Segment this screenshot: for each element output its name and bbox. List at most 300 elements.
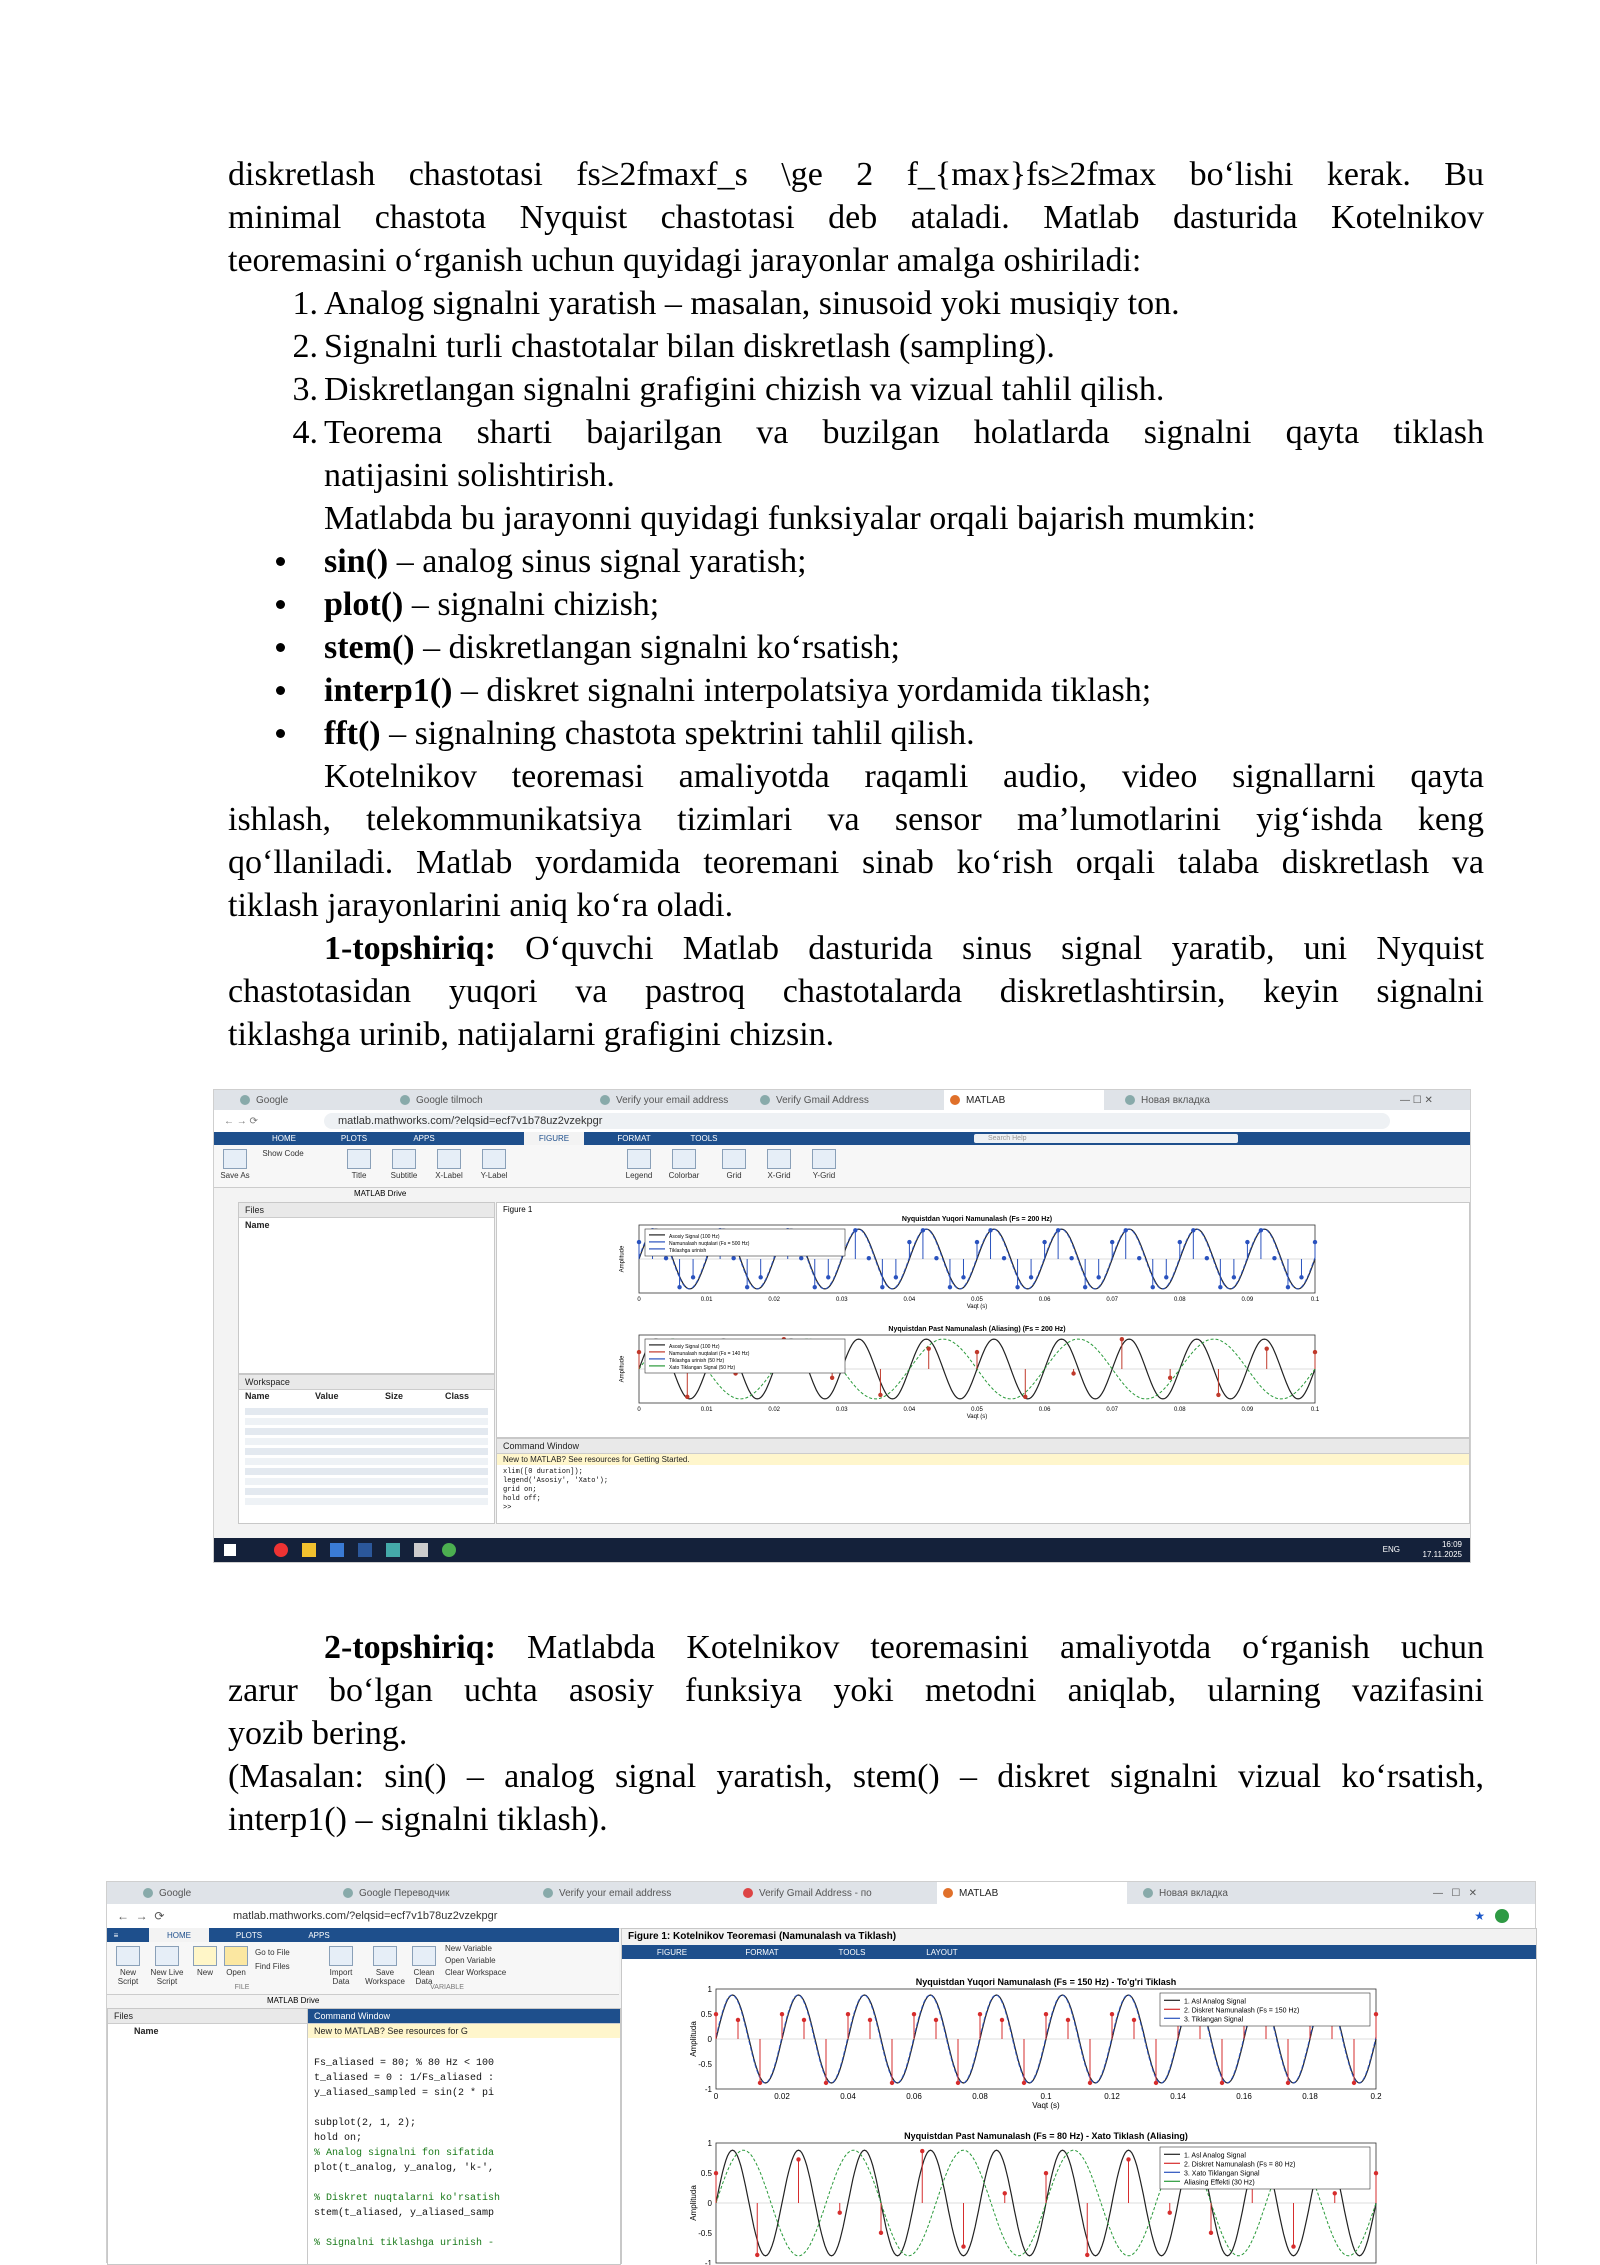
browser-tab-matlab[interactable]: MATLAB — [944, 1090, 1104, 1110]
sample-point — [1286, 1285, 1290, 1289]
bookmark-star-icon[interactable]: ★ — [1474, 1909, 1485, 1923]
browser-tab[interactable]: Google — [137, 1882, 317, 1904]
cmd-notice: New to MATLAB? See resources for G — [308, 2024, 620, 2038]
legend-entry: 3. Tiklangan Signal — [1184, 2016, 1244, 2024]
save-icon — [373, 1946, 397, 1966]
list-item — [324, 540, 1484, 583]
text-line: diskretlash chastotasi fs≥2fmaxf_s \ge 2 f_{max}fs≥2fmax bo‘lishi kerak. Bu — [228, 156, 1484, 193]
browser-tab[interactable]: Verify Gmail Address — [754, 1090, 904, 1110]
sample-point — [731, 1256, 735, 1260]
panel-title: Command Window — [497, 1439, 1469, 1454]
save-workspace-button[interactable]: Save Workspace — [363, 1946, 407, 1986]
y-axis-label: Amplitude — [619, 1355, 626, 1383]
tick-label: 0 — [707, 2199, 712, 2208]
grid-button[interactable]: Grid — [714, 1149, 754, 1180]
workspace-panel — [238, 1374, 495, 1524]
figure-tab[interactable]: TOOLS — [838, 1947, 866, 1957]
sample-point — [1002, 1256, 1006, 1260]
grid-icon — [722, 1149, 746, 1169]
figure-title: Figure 1: Kotelnikov Teoremasi (Namunalash va Tiklash) — [622, 1929, 1536, 1945]
favicon-icon — [1143, 1888, 1153, 1898]
figure-window — [621, 1928, 1537, 2264]
title-icon — [347, 1149, 371, 1169]
figure-tab[interactable]: FIGURE — [656, 1947, 688, 1957]
cmd-code[interactable]: Fs_aliased = 80; % 80 Hz < 100 t_aliased = 0 : 1/Fs_aliased : y_aliased_sampled = sin(2 * pi subplot(2, 1, 2); hold on; % Analog signalni fon sifatida plot(t_analog, y_analog, 'k-', % Diskret nuqtalarni ko'rsatish stem(t_aliased, y_aliased_samp % Signalni tiklashga urinish - — [314, 2058, 501, 2249]
browser-tab[interactable]: Google Переводчик — [337, 1882, 517, 1904]
toolstrip — [107, 1942, 619, 1995]
paragraph-application — [228, 755, 1484, 927]
legend-entry: 2. Diskret Namunalash (Fs = 80 Hz) — [1184, 2161, 1296, 2169]
x-axis-label: Vaqt (s) — [966, 1414, 988, 1420]
search-help-input[interactable]: Search Help — [974, 1134, 1238, 1143]
url-field[interactable]: matlab.mathworks.com/?elqsid=ecf7v1b78uz2vzekpgr — [219, 1907, 1425, 1925]
sample-point — [1110, 2012, 1114, 2016]
xgrid-button[interactable]: X-Grid — [759, 1149, 799, 1180]
browser-tab[interactable]: Новая вкладка — [1119, 1090, 1259, 1110]
sample-point — [1291, 2244, 1295, 2248]
sample-point — [1110, 1240, 1114, 1244]
url-field[interactable]: matlab.mathworks.com/?elqsid=ecf7v1b78uz2vzekpgr — [324, 1113, 1390, 1129]
task-2-label: 2-topshiriq: — [324, 1629, 496, 1666]
sample-point — [1191, 1228, 1195, 1232]
ribbon-tab[interactable]: APPS — [308, 1930, 330, 1940]
sample-point — [1120, 1337, 1124, 1341]
subplot-2 — [620, 1326, 1320, 1420]
tick-label: 0.1 — [1310, 1297, 1320, 1303]
xlabel-button[interactable]: X-Label — [429, 1149, 469, 1180]
tick-label: 1 — [707, 1985, 712, 1994]
cmd-code[interactable]: xlim([0 duration]); legend('Asosiy', 'Xato'); grid on; hold off; >> — [503, 1468, 609, 1512]
sample-point — [637, 1240, 641, 1244]
list-number: 1. — [292, 285, 318, 322]
plot-title: Nyquistdan Yuqori Namunalash (Fs = 150 Hz) - To'g'ri Tiklash — [915, 1977, 1177, 1987]
tick-label: 0.03 — [835, 1297, 848, 1303]
sample-point — [1023, 1395, 1027, 1399]
sample-point — [1069, 1256, 1073, 1260]
word-icon[interactable] — [358, 1543, 372, 1557]
sample-point — [894, 1275, 898, 1279]
bullet-icon — [276, 643, 285, 652]
new-script-button[interactable]: New Script — [111, 1946, 145, 1986]
function-name: plot() — [324, 586, 404, 623]
sample-point — [826, 1275, 830, 1279]
sample-point — [1374, 2171, 1378, 2175]
sample-point — [813, 1285, 817, 1289]
tick-label: 0.07 — [1106, 1297, 1119, 1303]
sample-point — [912, 2012, 916, 2016]
functions-list — [228, 540, 1484, 755]
subtitle-icon — [392, 1149, 416, 1169]
nav-buttons[interactable]: ← → ⟳ — [224, 1115, 258, 1127]
sample-point — [1218, 1285, 1222, 1289]
panel-title: Workspace — [239, 1375, 494, 1390]
sample-point — [1124, 1228, 1128, 1232]
sample-point — [879, 2231, 883, 2235]
bullet-icon — [276, 729, 285, 738]
sample-point — [1352, 2081, 1356, 2085]
ribbon-tab-figure[interactable]: FIGURE — [524, 1132, 584, 1145]
sample-point — [988, 1228, 992, 1232]
browser-tab-bar — [107, 1882, 1535, 1904]
clear-workspace-button[interactable]: Clear Workspace — [445, 1968, 507, 1977]
files-panel — [238, 1202, 495, 1374]
tick-label: 0.08 — [1173, 1407, 1186, 1413]
sample-point — [1245, 1240, 1249, 1244]
matlab-screenshot-2 — [106, 1881, 1536, 2263]
gmail-icon — [743, 1888, 753, 1898]
legend-entry: Namunalash nuqtalari (Fs = 500 Hz) — [669, 1240, 750, 1247]
app-icon[interactable] — [274, 1543, 288, 1557]
tick-label: 0.14 — [1170, 2092, 1186, 2101]
tick-label: 0.09 — [1241, 1407, 1254, 1413]
task-1-label: 1-topshiriq: — [324, 930, 496, 967]
sample-point — [1209, 2231, 1213, 2235]
list-text: Analog signalni yaratish – masalan, sinusoid yoki musiqiy ton. — [324, 285, 1180, 322]
sample-point — [824, 2081, 828, 2085]
sample-point — [1029, 1275, 1033, 1279]
sample-point — [1083, 1285, 1087, 1289]
window-controls[interactable]: — ☐ ✕ — [1400, 1094, 1433, 1106]
sample-point — [758, 1275, 762, 1279]
text-line: (Masalan: sin() – analog signal yaratish, stem() – diskret signalni vizual ko‘rsatish, — [228, 1758, 1484, 1795]
ribbon-tab[interactable]: APPS — [413, 1134, 435, 1143]
sample-point — [1066, 2018, 1070, 2022]
sample-point — [1003, 2191, 1007, 2195]
function-desc: – analog sinus signal yaratish; — [388, 543, 807, 580]
tick-label: 0 — [707, 2035, 712, 2044]
command-window — [307, 2008, 621, 2265]
tick-label: 0.05 — [971, 1407, 983, 1413]
go-to-file-button[interactable]: Go to File — [255, 1948, 290, 1957]
y-axis-label: Amplituda — [689, 2021, 699, 2057]
colorbar-icon — [672, 1149, 696, 1169]
import-data-button[interactable]: Import Data — [323, 1946, 359, 1986]
list-item — [292, 325, 1484, 368]
find-files-button[interactable]: Find Files — [255, 1962, 290, 1971]
sample-point — [1313, 1240, 1317, 1244]
list-item — [292, 411, 1484, 497]
sample-point — [846, 2012, 850, 2016]
tick-label: 0.01 — [700, 1407, 713, 1413]
nav-buttons[interactable]: ← → ⟳ — [117, 1909, 165, 1923]
tick-label: 0.01 — [700, 1297, 713, 1303]
sample-point — [1044, 2171, 1048, 2175]
list-item — [292, 368, 1484, 411]
column-header: Name — [245, 1220, 270, 1230]
list-number: 3. — [292, 371, 318, 408]
list-number: 4. — [292, 414, 318, 451]
ribbon-tab[interactable]: HOME — [272, 1134, 296, 1143]
ylabel-icon — [482, 1149, 506, 1169]
sample-point — [1022, 2081, 1026, 2085]
list-text: Teorema sharti bajarilgan va buzilgan holatlarda signalni qayta tiklash — [324, 414, 1484, 451]
sample-point — [1056, 1228, 1060, 1232]
figure-tab[interactable]: LAYOUT — [926, 1947, 958, 1957]
sample-point — [1000, 2018, 1004, 2022]
text-line: tiklash jarayonlarini aniq ko‘ra oladi. — [228, 887, 734, 924]
sample-point — [1265, 1346, 1269, 1350]
function-name: fft() — [324, 715, 381, 752]
list-item — [324, 712, 1484, 755]
function-desc: – diskretlangan signalni ko‘rsatish; — [414, 629, 900, 666]
browser-tab[interactable]: Новая вкладка — [1137, 1882, 1317, 1904]
text-line: yozib bering. — [228, 1715, 408, 1752]
new-variable-button[interactable]: New Variable — [445, 1944, 492, 1953]
clean-icon — [412, 1946, 436, 1966]
sample-point — [927, 1346, 931, 1350]
tick-label: 0.06 — [906, 2092, 922, 2101]
cmd-notice: New to MATLAB? See resources for Getting Started. — [497, 1454, 1469, 1465]
y-axis-label: Amplituda — [689, 2185, 699, 2221]
tick-label: 0 — [637, 1297, 641, 1303]
matlab-icon — [950, 1095, 960, 1105]
function-name: sin() — [324, 543, 389, 580]
sample-point — [1154, 2081, 1158, 2085]
sample-point — [1044, 2012, 1048, 2016]
sample-point — [745, 1285, 749, 1289]
steps-list — [228, 282, 1484, 755]
function-desc: – signalni chizish; — [403, 586, 660, 623]
sample-point — [1220, 2081, 1224, 2085]
new-button[interactable]: New — [191, 1946, 219, 1977]
text-line: tiklashga urinib, natijalarni grafigini chizsin. — [228, 1016, 835, 1053]
sample-point — [1168, 2211, 1172, 2215]
sample-point — [948, 1285, 952, 1289]
favicon-icon — [343, 1888, 353, 1898]
sample-point — [1126, 2157, 1130, 2161]
list-item — [324, 583, 1484, 626]
legend-button[interactable]: Legend — [619, 1149, 659, 1180]
favicon-icon — [543, 1888, 553, 1898]
tick-label: -0.5 — [698, 2060, 712, 2069]
taskbar-apps — [274, 1543, 634, 1557]
sample-point — [755, 2253, 759, 2257]
tick-label: 0 — [637, 1407, 641, 1413]
ribbon-tab[interactable]: TOOLS — [690, 1134, 718, 1143]
tick-label: 0.16 — [1236, 2092, 1252, 2101]
open-variable-button[interactable]: Open Variable — [445, 1956, 496, 1965]
sample-point — [961, 2244, 965, 2248]
ribbon-tab[interactable]: PLOTS — [235, 1930, 263, 1940]
breadcrumb: MATLAB Drive — [354, 1189, 407, 1198]
command-window — [496, 1438, 1470, 1524]
clean-data-button[interactable]: Clean Data — [409, 1946, 439, 1986]
list-text: natijasini solishtirish. — [324, 457, 615, 494]
menu-icon[interactable]: ≡ — [113, 1930, 119, 1940]
bullet-icon — [276, 686, 285, 695]
tick-label: 0.08 — [972, 2092, 988, 2101]
ribbon-tabs — [214, 1132, 1470, 1145]
figure-plots — [497, 1203, 1469, 1437]
sample-point — [1096, 1275, 1100, 1279]
plot-title: Nyquistdan Yuqori Namunalash (Fs = 200 Hz) — [901, 1216, 1053, 1223]
y-axis-label: Amplitude — [619, 1245, 626, 1273]
workspace-rows — [239, 1402, 494, 1511]
ribbon-tab[interactable]: FORMAT — [617, 1134, 651, 1143]
browser-tab[interactable]: Verify your email address — [594, 1090, 744, 1110]
legend-entry: Namunalash nuqtalari (Fs = 140 Hz) — [669, 1350, 750, 1357]
legend-entry: Asosiy Signal (100 Hz) — [669, 1233, 720, 1240]
sample-point — [664, 1256, 668, 1260]
sample-point — [1299, 1275, 1303, 1279]
favicon-icon — [400, 1095, 410, 1105]
xlabel-icon — [437, 1149, 461, 1169]
sample-point — [685, 1395, 689, 1399]
app-icon[interactable] — [386, 1543, 400, 1557]
tick-label: -1 — [704, 2085, 712, 2094]
text-line: ishlash, telekommunikatsiya tizimlari va sensor ma’lumotlarini yig‘ishda keng — [228, 801, 1484, 838]
function-name: stem() — [324, 629, 415, 666]
sample-point — [1178, 1240, 1182, 1244]
sample-point — [1085, 2253, 1089, 2257]
section-label: VARIABLE — [430, 1984, 464, 1991]
favicon-icon — [240, 1095, 250, 1105]
grid-icon — [812, 1149, 836, 1169]
sample-point — [934, 2018, 938, 2022]
tick-label: 0.05 — [971, 1297, 983, 1303]
browser-tab[interactable]: Verify your email address — [537, 1882, 717, 1904]
figure-tab[interactable]: FORMAT — [745, 1947, 779, 1957]
windows-start-icon[interactable] — [224, 1544, 236, 1556]
figure-plots — [622, 1959, 1536, 2264]
ribbon-tab[interactable]: PLOTS — [340, 1134, 368, 1143]
section-label: FILE — [234, 1984, 250, 1991]
files-panel — [107, 2008, 309, 2265]
legend-entry: Tiklashga urinish — [669, 1247, 707, 1254]
ylabel-button[interactable]: Y-Label — [474, 1149, 514, 1180]
sample-point — [1168, 1376, 1172, 1380]
tick-label: 0.5 — [700, 2169, 712, 2178]
app-icon[interactable] — [302, 1543, 316, 1557]
tick-label: 0.02 — [774, 2092, 790, 2101]
sample-point — [880, 1285, 884, 1289]
tick-label: 0.2 — [1370, 2092, 1382, 2101]
tick-label: 0.1 — [1310, 1407, 1320, 1413]
column-header: Name — [134, 2026, 159, 2036]
sample-point — [878, 1393, 882, 1397]
sample-point — [1042, 1240, 1046, 1244]
text-line: O‘quvchi Matlab dasturida sinus signal yaratib, uni Nyquist — [495, 930, 1484, 967]
save-as-button[interactable]: Save As — [218, 1149, 252, 1180]
folder-icon — [224, 1946, 248, 1966]
sample-point — [961, 1275, 965, 1279]
sample-point — [1232, 1275, 1236, 1279]
ribbon-tab-home[interactable]: HOME — [149, 1928, 209, 1942]
subtitle-button[interactable]: Subtitle — [384, 1149, 424, 1180]
tick-label: 0.1 — [1040, 2092, 1052, 2101]
ygrid-button[interactable]: Y-Grid — [804, 1149, 844, 1180]
sample-point — [1132, 2018, 1136, 2022]
sample-point — [853, 1228, 857, 1232]
sample-point — [867, 1256, 871, 1260]
window-controls[interactable]: — ☐ ✕ — [1433, 1887, 1478, 1899]
sample-point — [978, 2012, 982, 2016]
browser-tab-matlab[interactable]: MATLAB — [937, 1882, 1127, 1904]
favicon-icon — [1125, 1095, 1135, 1105]
text-line: zarur bo‘lgan uchta asosiy funksiya yoki metodni aniqlab, ularning vazifasini — [228, 1672, 1484, 1709]
tick-label: 0 — [713, 2092, 719, 2101]
sample-point — [830, 1376, 834, 1380]
browser-tab[interactable]: Google tilmoch — [394, 1090, 544, 1110]
function-desc: – signalning chastota spektrini tahlil qilish. — [380, 715, 975, 752]
sample-point — [714, 2012, 718, 2016]
show-code-button[interactable]: Show Code — [262, 1149, 304, 1158]
text-line: Matlabda Kotelnikov teoremasini amaliyotda o‘rganish uchun — [495, 1629, 1484, 1666]
list-item — [324, 626, 1484, 669]
sample-point — [691, 1275, 695, 1279]
tick-label: 1 — [707, 2139, 712, 2148]
tick-label: 0.06 — [1038, 1407, 1051, 1413]
sample-point — [1205, 1256, 1209, 1260]
toolstrip — [214, 1145, 1470, 1188]
text-line: Kotelnikov teoremasi amaliyotda raqamli audio, video signallarni qayta — [324, 758, 1484, 795]
table-header: Name Value Size Class — [245, 1391, 470, 1401]
ribbon-tabs — [107, 1928, 619, 1942]
sample-point — [802, 2018, 806, 2022]
profile-avatar[interactable] — [1495, 1909, 1509, 1923]
google-icon — [143, 1888, 153, 1898]
title-button[interactable]: Title — [339, 1149, 379, 1180]
sample-point — [1015, 1285, 1019, 1289]
panel-title: Files — [108, 2009, 308, 2024]
tick-label: 0.04 — [903, 1297, 916, 1303]
tick-label: -1 — [704, 2259, 712, 2265]
plot-title: Nyquistdan Past Namunalash (Aliasing) (Fs = 200 Hz) — [888, 1326, 1066, 1333]
function-name: interp1() — [324, 672, 453, 709]
colorbar-button[interactable]: Colorbar — [664, 1149, 704, 1180]
matlab-screenshot-1 — [213, 1089, 1471, 1563]
sample-point — [907, 1240, 911, 1244]
language-indicator[interactable]: ENG — [1382, 1545, 1400, 1554]
breadcrumb: MATLAB Drive — [267, 1996, 320, 2005]
chrome-icon[interactable] — [442, 1543, 456, 1557]
sample-point — [1333, 2191, 1337, 2195]
legend-entry: Tiklashga urinish (50 Hz) — [669, 1357, 725, 1364]
sample-point — [975, 1240, 979, 1244]
browser-tab[interactable]: Verify Gmail Address - по — [737, 1882, 917, 1904]
sample-point — [1088, 2081, 1092, 2085]
sample-point — [868, 2018, 872, 2022]
plot-title: Nyquistdan Past Namunalash (Fs = 80 Hz) - Xato Tiklash (Aliasing) — [904, 2131, 1188, 2141]
sample-point — [1259, 1228, 1263, 1232]
sample-point — [1151, 1285, 1155, 1289]
figure-tab[interactable]: Figure 1 — [503, 1205, 533, 1214]
tick-label: 0.03 — [835, 1407, 848, 1413]
open-button[interactable]: Open — [221, 1946, 251, 1977]
new-live-script-button[interactable]: New Live Script — [147, 1946, 187, 1986]
app-icon[interactable] — [414, 1543, 428, 1557]
sample-point — [1164, 1275, 1168, 1279]
figure-tabs — [622, 1945, 1536, 1959]
app-icon[interactable] — [330, 1543, 344, 1557]
browser-tab[interactable]: Google — [234, 1090, 384, 1110]
tick-label: 0.04 — [840, 2092, 856, 2101]
list-text: Diskretlangan signalni grafigini chizish va vizual tahlil qilish. — [324, 371, 1165, 408]
bullet-icon — [276, 600, 285, 609]
list-item — [292, 282, 1484, 325]
x-axis-label: Vaqt (s) — [1032, 2101, 1060, 2110]
paragraph-intro — [228, 153, 1484, 282]
sample-point — [1071, 1371, 1075, 1375]
sample-point — [736, 2018, 740, 2022]
figure-window — [496, 1202, 1470, 1438]
sample-point — [956, 2081, 960, 2085]
legend-entry: 3. Xato Tiklangan Signal — [1184, 2170, 1260, 2178]
sample-point — [1216, 1393, 1220, 1397]
grid-icon — [767, 1149, 791, 1169]
functions-intro: Matlabda bu jarayonni quyidagi funksiyalar orqali bajarish mumkin: — [324, 500, 1256, 537]
sample-point — [890, 2081, 894, 2085]
